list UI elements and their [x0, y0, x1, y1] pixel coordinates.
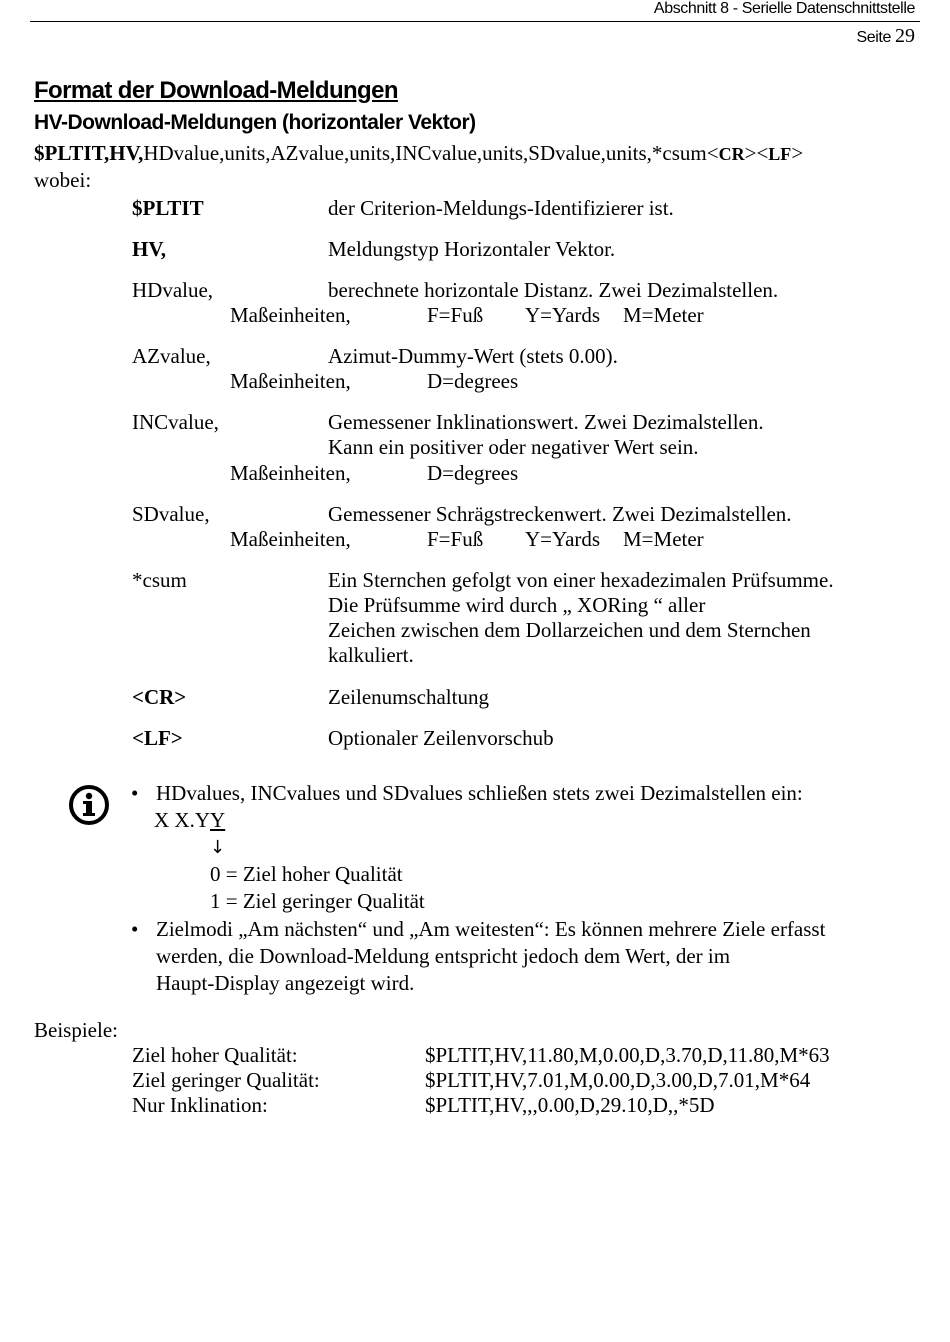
unit-value: Y=Yards: [525, 527, 601, 551]
examples-label: Beispiele:: [34, 1018, 118, 1042]
units-label: Maßeinheiten,: [230, 461, 351, 485]
def-term-cr: <CR>: [132, 685, 187, 709]
def-desc-pltit: der Criterion-Meldungs-Identifizierer ist.: [328, 196, 674, 220]
unit-value: M=Meter: [623, 527, 704, 551]
example-value: $PLTIT,HV,11.80,M,0.00,D,3.70,D,11.80,M*63: [425, 1043, 830, 1067]
unit-value: F=Fuß: [427, 303, 484, 327]
def-term-azvalue: AZvalue,: [132, 344, 211, 368]
def-term-hv: HV,: [132, 237, 167, 261]
syntax-lf: LF: [768, 144, 792, 164]
note-bullet-2: Zielmodi „Am nächsten“ und „Am weitesten“: Es können mehrere Ziele erfasst: [156, 917, 826, 941]
def-desc-csum-line4: kalkuliert.: [328, 643, 414, 667]
def-term-csum: *csum: [132, 568, 187, 592]
syntax-body: HDvalue,units,AZvalue,units,INCvalue,units,SDvalue,units,*csum: [143, 141, 707, 165]
def-desc-hv: Meldungstyp Horizontaler Vektor.: [328, 237, 616, 261]
example-label: Nur Inklination:: [132, 1093, 268, 1117]
decimal-format: [154, 808, 225, 833]
note-bullet-1: HDvalues, INCvalues und SDvalues schließen stets zwei Dezimalstellen ein:: [156, 781, 803, 805]
page-label: Seite: [856, 29, 891, 46]
page-number-label: [856, 25, 915, 48]
note-bullet-2-line3: Haupt-Display angezeigt wird.: [156, 971, 415, 995]
def-term-hdvalue: HDvalue,: [132, 278, 214, 302]
def-term-lf: <LF>: [132, 726, 183, 750]
def-term-incvalue: INCvalue,: [132, 410, 219, 434]
info-icon: [68, 784, 110, 826]
arrow-down-icon: ↓: [210, 837, 226, 858]
section-title: Format der Download-Meldungen: [34, 77, 398, 104]
page-number: 29: [895, 25, 915, 47]
format-quality-digit: Y: [210, 808, 226, 832]
syntax-cr: CR: [718, 144, 745, 164]
note-bullet-2-line2: werden, die Download-Meldung entspricht jedoch dem Wert, der im: [156, 944, 731, 968]
def-desc-sdvalue: Gemessener Schrägstreckenwert. Zwei Dezimalstellen.: [328, 502, 792, 526]
def-desc-incvalue: Gemessener Inklinationswert. Zwei Dezimalstellen.: [328, 410, 764, 434]
unit-value: M=Meter: [623, 303, 704, 327]
def-desc-azvalue: Azimut-Dummy-Wert (stets 0.00).: [328, 344, 618, 368]
def-desc-csum: Ein Sternchen gefolgt von einer hexadezimalen Prüfsumme.: [328, 568, 834, 592]
example-label: Ziel geringer Qualität:: [132, 1068, 320, 1092]
quality-low: 1 = Ziel geringer Qualität: [210, 889, 425, 913]
message-syntax: [34, 141, 803, 166]
unit-value: F=Fuß: [427, 527, 484, 551]
def-term-sdvalue: SDvalue,: [132, 502, 210, 526]
subsection-title: HV-Download-Meldungen (horizontaler Vektor): [34, 111, 476, 134]
syntax-gt: >: [791, 141, 804, 165]
def-desc-csum-line2: Die Prüfsumme wird durch „ XORing “ aller: [328, 593, 706, 617]
header-rule: [30, 21, 920, 22]
bullet: •: [131, 917, 139, 941]
example-value: $PLTIT,HV,7.01,M,0.00,D,3.00,D,7.01,M*64: [425, 1068, 811, 1092]
chapter-title: Abschnitt 8 - Serielle Datenschnittstelle: [653, 0, 915, 17]
def-desc-lf: Optionaler Zeilenvorschub: [328, 726, 554, 750]
syntax-prefix: $PLTIT,HV,: [34, 141, 144, 165]
unit-value: D=degrees: [427, 369, 519, 393]
example-value: $PLTIT,HV,,,0.00,D,29.10,D,,*5D: [425, 1093, 715, 1117]
wobei-label: wobei:: [34, 168, 92, 192]
def-desc-incvalue-line2: Kann ein positiver oder negativer Wert sein.: [328, 435, 699, 459]
def-term-pltit: $PLTIT: [132, 196, 204, 220]
unit-value: D=degrees: [427, 461, 519, 485]
bullet: •: [131, 781, 139, 805]
units-label: Maßeinheiten,: [230, 527, 351, 551]
units-label: Maßeinheiten,: [230, 369, 351, 393]
format-prefix: X X.Y: [154, 808, 210, 832]
def-desc-cr: Zeilenumschaltung: [328, 685, 489, 709]
def-desc-csum-line3: Zeichen zwischen dem Dollarzeichen und dem Sternchen: [328, 618, 811, 642]
syntax-lt: <: [706, 141, 719, 165]
unit-value: Y=Yards: [525, 303, 601, 327]
def-desc-hdvalue: berechnete horizontale Distanz. Zwei Dezimalstellen.: [328, 278, 779, 302]
example-label: Ziel hoher Qualität:: [132, 1043, 298, 1067]
syntax-gt-lt: ><: [744, 141, 769, 165]
quality-high: 0 = Ziel hoher Qualität: [210, 862, 403, 886]
units-label: Maßeinheiten,: [230, 303, 351, 327]
